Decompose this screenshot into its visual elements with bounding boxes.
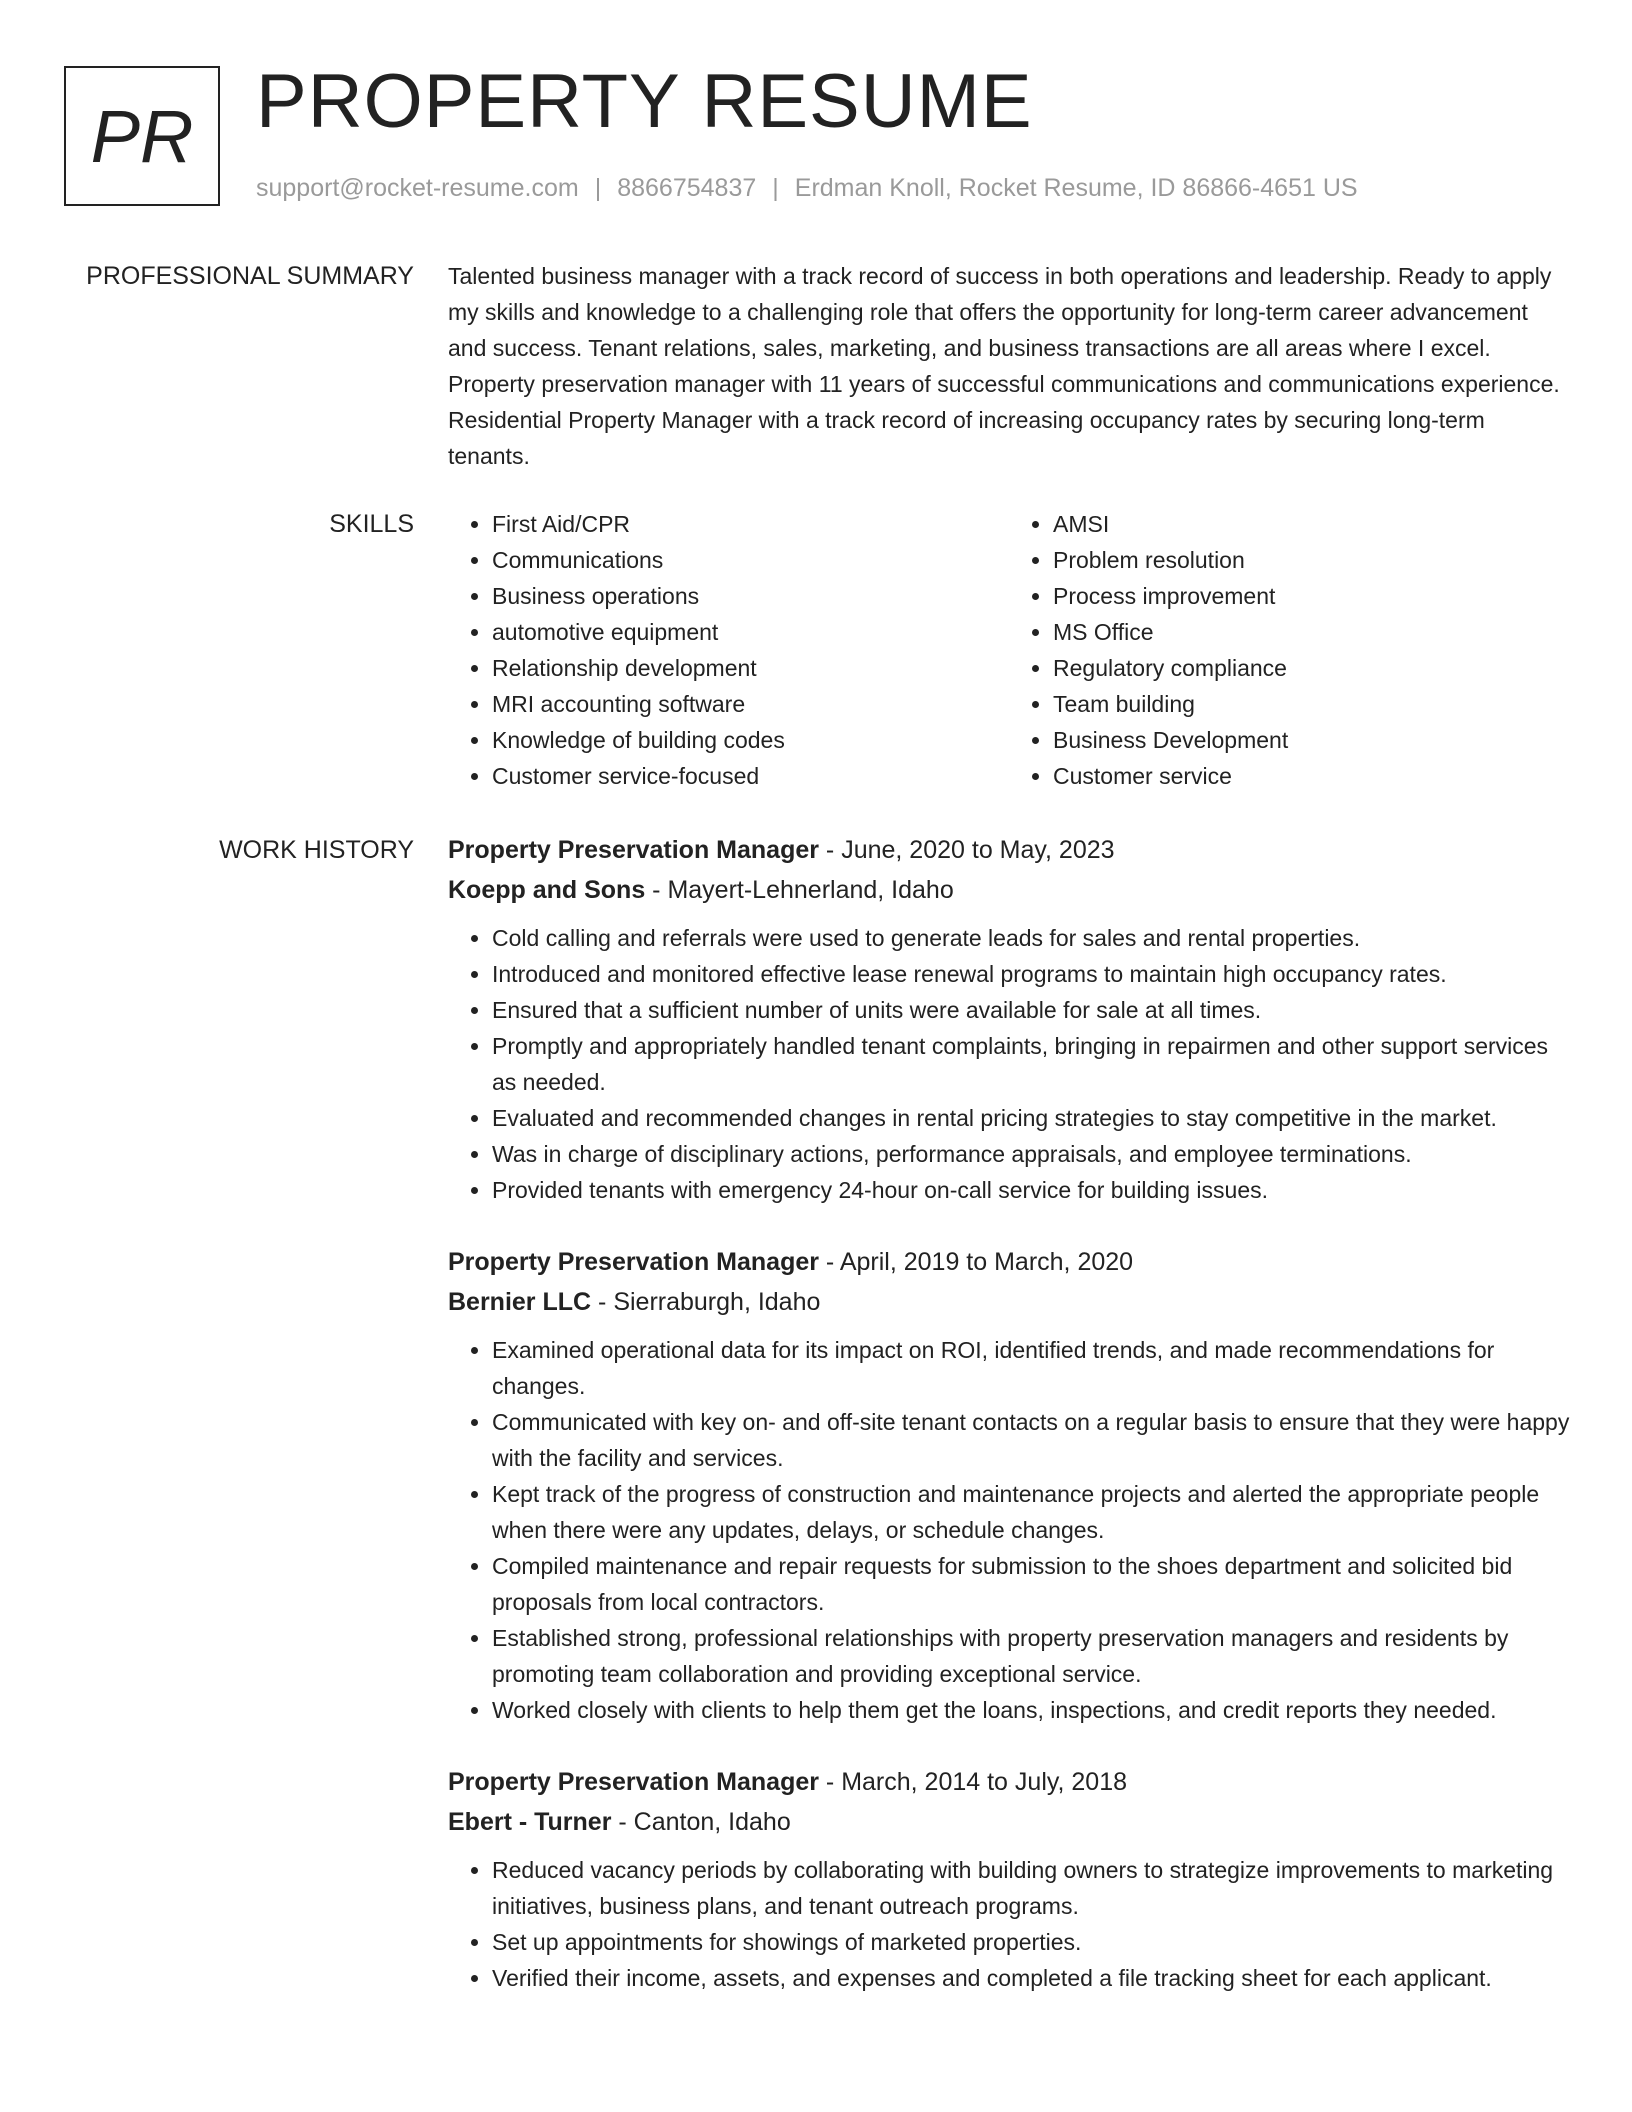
job-bullet: • Communicated with key on- and off-site tenant contacts on a regular basis to ensure that they were happy with the facility and services. [492,1404,1570,1476]
job-title-line [448,830,1570,870]
job-dash: - [818,1248,840,1276]
job-dates: March, 2014 to July, 2018 [841,1768,1128,1796]
job-company: Koepp and Sons [448,876,646,904]
job-title-line [448,1242,1570,1282]
contact-email[interactable]: support@rocket-resume.com [256,174,579,202]
job-location: Sierraburgh, Idaho [613,1288,821,1316]
skill-item: • First Aid/CPR [492,506,1009,542]
job-title: Property Preservation Manager [448,836,819,864]
job-dash: - [818,836,842,864]
skills-label: SKILLS [329,510,414,538]
job-dash: - [818,1768,842,1796]
skill-item: • Customer service [1053,758,1570,794]
job-bullet: • Compiled maintenance and repair requests for submission to the shoes department and solicited bid proposals from local contractors. [492,1548,1570,1620]
skill-item: • Team building [1053,686,1570,722]
job-dates: April, 2019 to March, 2020 [839,1248,1134,1276]
skill-item: • AMSI [1053,506,1570,542]
job-bullet: • Set up appointments for showings of marketed properties. [492,1924,1570,1960]
job-bullets [448,1332,1570,1728]
job-company: Bernier LLC [448,1288,592,1316]
job-company-line [448,870,1570,910]
job-bullet: • Promptly and appropriately handled tenant complaints, bringing in repairmen and other support services as needed. [492,1028,1570,1100]
job-location: Mayert-Lehnerland, Idaho [667,876,954,904]
skill-item: • Process improvement [1053,578,1570,614]
job-entry [448,830,1570,1208]
skill-item: • automotive equipment [492,614,1009,650]
job-company-line [448,1802,1570,1842]
skill-item: • Business operations [492,578,1009,614]
job-title: Property Preservation Manager [448,1248,819,1276]
job-bullet: • Examined operational data for its impact on ROI, identified trends, and made recommendations for changes. [492,1332,1570,1404]
resume-name: PROPERTY RESUME [256,59,1033,144]
contact-phone[interactable]: 8866754837 [617,174,757,202]
work-label: WORK HISTORY [219,836,414,864]
job-bullet: • Worked closely with clients to help them get the loans, inspections, and credit reports they needed. [492,1692,1570,1728]
job-entry [448,1762,1570,1996]
contact-separator: | [594,174,602,202]
job-dash: - [611,1808,634,1836]
job-bullet: • Established strong, professional relationships with property preservation managers and residents by promoting team collaboration and providing exceptional service. [492,1620,1570,1692]
skill-item: • Customer service-focused [492,758,1009,794]
skill-item: • MRI accounting software [492,686,1009,722]
job-title-line [448,1762,1570,1802]
job-dates: June, 2020 to May, 2023 [841,836,1115,864]
job-bullets [448,1852,1570,1996]
skills-list-left [448,506,1009,794]
job-dash: - [645,876,668,904]
job-bullet: • Reduced vacancy periods by collaborating with building owners to strategize improvements to marketing initiatives, business plans, and tenant outreach programs. [492,1852,1570,1924]
summary-label: PROFESSIONAL SUMMARY [86,262,414,290]
job-bullet: • Introduced and monitored effective lease renewal programs to maintain high occupancy rates. [492,956,1570,992]
job-bullet: • Ensured that a sufficient number of units were available for sale at all times. [492,992,1570,1028]
contact-address: Erdman Knoll, Rocket Resume, ID 86866-4651 US [794,174,1358,202]
job-bullet: • Provided tenants with emergency 24-hour on-call service for building issues. [492,1172,1570,1208]
job-bullet: • Evaluated and recommended changes in rental pricing strategies to stay competitive in the market. [492,1100,1570,1136]
skill-item: • Knowledge of building codes [492,722,1009,758]
job-title: Property Preservation Manager [448,1768,819,1796]
job-bullet: • Was in charge of disciplinary actions, performance appraisals, and employee terminations. [492,1136,1570,1172]
job-entry [448,1242,1570,1728]
job-bullets [448,920,1570,1208]
skill-item: • Problem resolution [1053,542,1570,578]
skills-list-right [1009,506,1570,794]
job-bullet: • Kept track of the progress of construction and maintenance projects and alerted the appropriate people when there were any updates, delays, or schedule changes. [492,1476,1570,1548]
job-company: Ebert - Turner [448,1808,612,1836]
monogram: PR [64,66,220,206]
contact-line [256,174,1358,203]
job-bullet: • Cold calling and referrals were used to generate leads for sales and rental properties. [492,920,1570,956]
skill-item: • Relationship development [492,650,1009,686]
job-bullet: • Verified their income, assets, and expenses and completed a file tracking sheet for each applicant. [492,1960,1570,1996]
job-company-line [448,1282,1570,1322]
summary-text: Talented business manager with a track record of success in both operations and leadership. Ready to apply my skills and knowledge to a challenging role that offers the opportunity for long-term career advancement and success. Tenant relations, sales, marketing, and business transactions are all areas where I excel. Property preservation manager with 11 years of successful communications and communications experience. Residential Property Manager with a track record of increasing occupancy rates by securing long-term tenants. [448,263,1560,469]
contact-separator: | [772,174,779,202]
job-location: Canton, Idaho [633,1808,791,1836]
skill-item: • MS Office [1053,614,1570,650]
skill-item: • Business Development [1053,722,1570,758]
job-dash: - [591,1288,614,1316]
skill-item: • Regulatory compliance [1053,650,1570,686]
skill-item: • Communications [492,542,1009,578]
